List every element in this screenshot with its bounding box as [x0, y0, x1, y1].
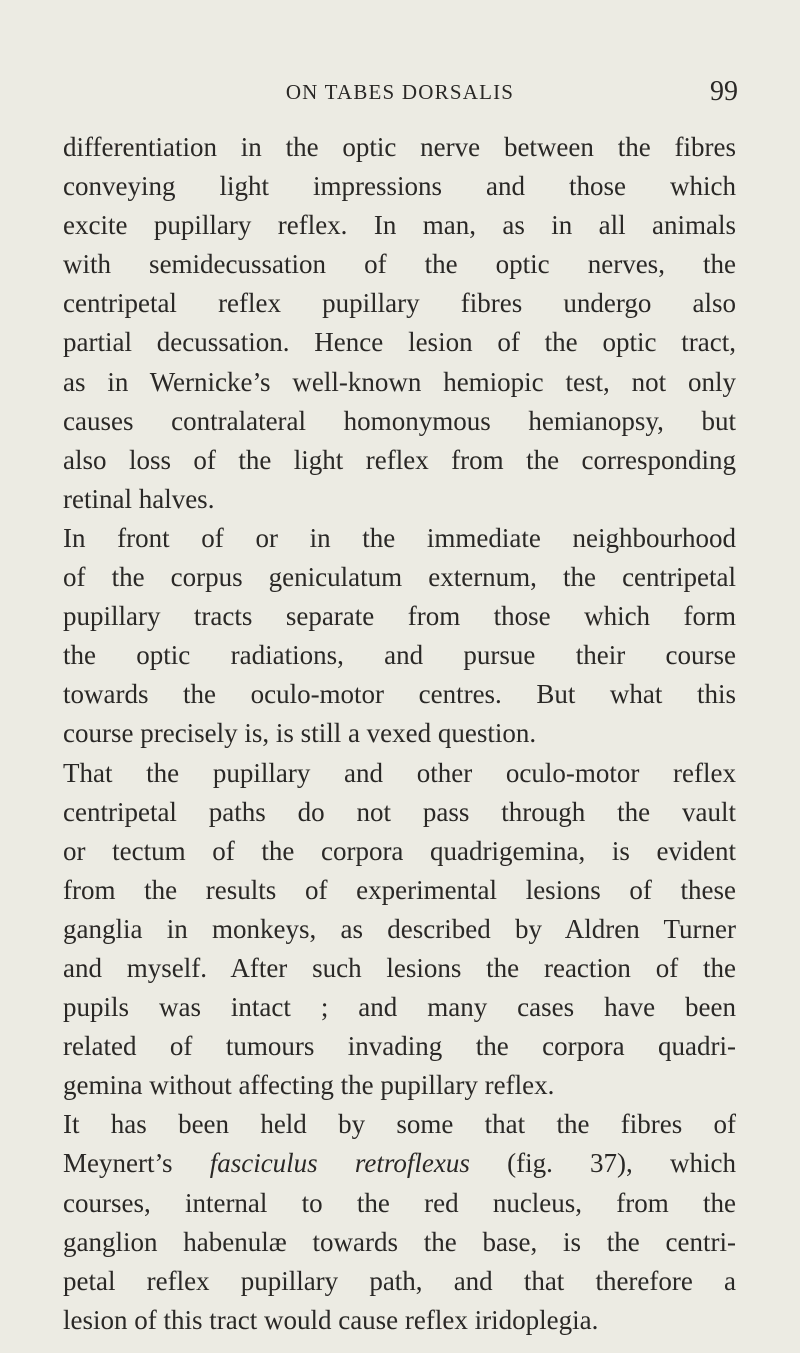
page-number: 99: [710, 76, 738, 107]
text-line: ganglion habenulæ towards the base, is the centri-: [63, 1226, 736, 1257]
text-line: excite pupillary reflex. In man, as in all animals: [63, 210, 736, 241]
text-line: pupillary tracts separate from those which form: [63, 601, 736, 632]
paragraph-start-line: It has been held by some that the fibres of: [63, 1109, 736, 1140]
text-line-with-italic: [63, 1144, 736, 1183]
text-line: centripetal paths do not pass through the vault: [63, 796, 736, 827]
text-line: pupils was intact ; and many cases have been: [63, 992, 736, 1023]
line-text-before: Meynert’s: [63, 1148, 210, 1179]
line-text-after: (fig. 37), which: [469, 1148, 736, 1179]
body-text: [63, 128, 736, 1340]
text-line: as in Wernicke’s well-known hemiopic test, not only: [63, 366, 736, 397]
paragraph-end-line: lesion of this tract would cause reflex iridoplegia.: [63, 1304, 599, 1335]
text-line: the optic radiations, and pursue their course: [63, 640, 736, 671]
text-line: differentiation in the optic nerve between the fibres: [63, 132, 736, 162]
running-title: ON TABES DORSALIS: [285, 80, 515, 104]
text-line: centripetal reflex pupillary fibres undergo also: [63, 288, 736, 319]
paragraph-end-line: course precisely is, is still a vexed question.: [63, 718, 537, 749]
text-line: or tectum of the corpora quadrigemina, is evident: [63, 835, 736, 866]
text-line: towards the oculo-motor centres. But what this: [63, 679, 736, 710]
paragraph-end-line: gemina without affecting the pupillary reflex.: [63, 1070, 555, 1101]
running-head: [62, 78, 738, 112]
text-line: from the results of experimental lesions of these: [63, 874, 736, 905]
paragraph-start-line: That the pupillary and other oculo-motor reflex: [63, 757, 736, 788]
text-line: also loss of the light reflex from the corresponding: [63, 444, 736, 475]
text-line: courses, internal to the red nucleus, from the: [63, 1187, 736, 1218]
paragraph-end-line: retinal halves.: [63, 483, 215, 514]
text-line: causes contralateral homonymous hemianopsy, but: [63, 405, 736, 436]
text-line: with semidecussation of the optic nerves, the: [63, 249, 736, 280]
text-line: conveying light impressions and those which: [63, 171, 736, 202]
paragraph-start-line: In front of or in the immediate neighbourhood: [63, 522, 736, 553]
text-line: petal reflex pupillary path, and that therefore a: [63, 1265, 736, 1296]
text-line: related of tumours invading the corpora quadri-: [63, 1031, 736, 1062]
text-line: partial decussation. Hence lesion of the optic tract,: [63, 327, 736, 358]
text-line: and myself. After such lesions the reaction of the: [63, 952, 736, 983]
italic-term: fasciculus retroflexus: [209, 1148, 470, 1179]
text-line: ganglia in monkeys, as described by Aldren Turner: [63, 913, 736, 944]
text-line: of the corpus geniculatum externum, the centripetal: [63, 562, 736, 593]
